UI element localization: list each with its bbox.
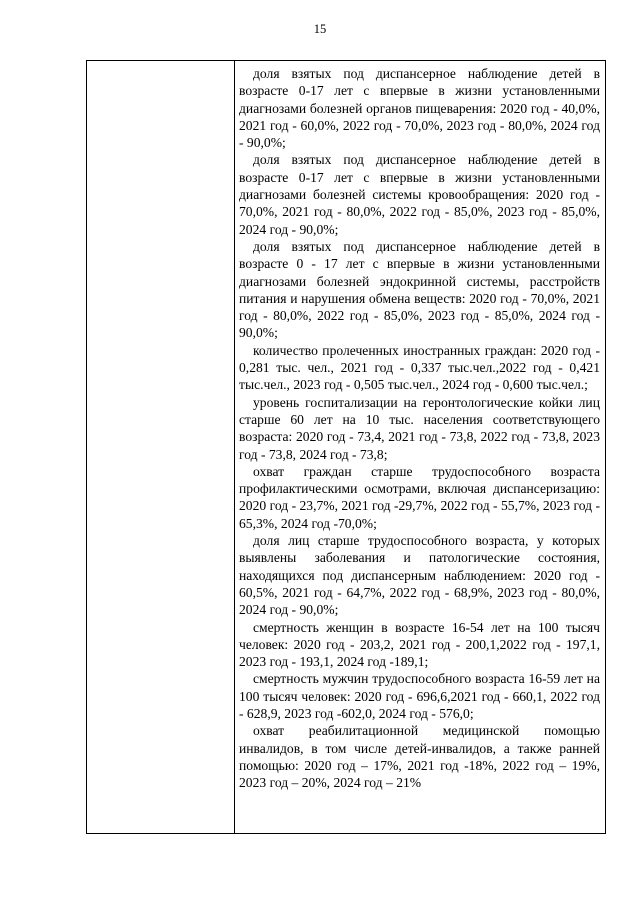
indicator-paragraph: охват реабилитационной медицинской помощью инвалидов, в том числе детей-инвалидов, а также ранней помощью: 2020 год – 17%, 2021 год -18%, 2022 год – 19%, 2023 год – 20%, 2024 год – 21% bbox=[239, 723, 600, 791]
indicator-paragraph: доля взятых под диспансерное наблюдение детей в возрасте 0-17 лет с впервые в жизни установленными диагнозами болезней системы кровообращения: 2020 год - 70,0%, 2021 год - 80,0%, 2022 год - 85,0%, 2023 год - 85,0%, 2024 год - 90,0%; bbox=[239, 152, 600, 237]
indicator-paragraph: смертность мужчин трудоспособного возраста 16-59 лет на 100 тысяч человек: 2020 год - 696,6,2021 год - 660,1, 2022 год - 628,9, 2023 год -602,0, 2024 год - 576,0; bbox=[239, 671, 600, 721]
indicator-paragraph: доля взятых под диспансерное наблюдение детей в возрасте 0-17 лет с впервые в жизни установленными диагнозами болезней органов пищеварения: 2020 год - 40,0%, 2021 год - 60,0%, 2022 год - 70,0%, 2023 год - 80,0%, 2024 год - 90,0%; bbox=[239, 66, 600, 151]
indicator-paragraph: охват граждан старше трудоспособного возраста профилактическими осмотрами, включая диспансеризацию: 2020 год - 23,7%, 2021 год -29,7%, 2022 год - 55,7%, 2023 год - 65,3%, 2024 год -70,0%; bbox=[239, 463, 600, 531]
page-number: 15 bbox=[313, 22, 327, 36]
indicator-paragraph: смертность женщин в возрасте 16-54 лет на 100 тысяч человек: 2020 год - 203,2, 2021 год - 200,1,2022 год - 197,1, 2023 год - 193,1, 2024 год -189,1; bbox=[239, 619, 600, 670]
indicator-paragraph: доля лиц старше трудоспособного возраста, у которых выявлены заболевания и патологические состояния, находящихся под диспансерным наблюдением: 2020 год - 60,5%, 2021 год - 64,7%, 2022 год - 68,9%, 2023 год - 80,0%, 2024 год - 90,0%; bbox=[239, 533, 600, 618]
table-left-cell bbox=[87, 61, 235, 833]
indicator-paragraph: уровень госпитализации на геронтологические койки лиц старше 60 лет на 10 тыс. населения соответствующего возраста: 2020 год - 73,4, 2021 год - 73,8, 2022 год - 73,8, 2023 год - 73,8, 2024 год - 73,8; bbox=[239, 394, 600, 462]
table-right-cell bbox=[235, 61, 605, 833]
document-table bbox=[86, 60, 606, 834]
indicator-paragraph: доля взятых под диспансерное наблюдение детей в возрасте 0 - 17 лет с впервые в жизни установленными диагнозами болезней эндокринной системы, расстройств питания и нарушения обмена веществ: 2020 год - 70,0%, 2021 год - 80,0%, 2022 год - 85,0%, 2023 год - 85,0%, 2024 год - 90,0%; bbox=[239, 238, 600, 341]
indicator-paragraph: количество пролеченных иностранных граждан: 2020 год - 0,281 тыс. чел., 2021 год - 0,337 тыс.чел.,2022 год - 0,421 тыс.чел., 2023 год - 0,505 тыс.чел., 2024 год - 0,600 тыс.чел.; bbox=[239, 342, 600, 393]
